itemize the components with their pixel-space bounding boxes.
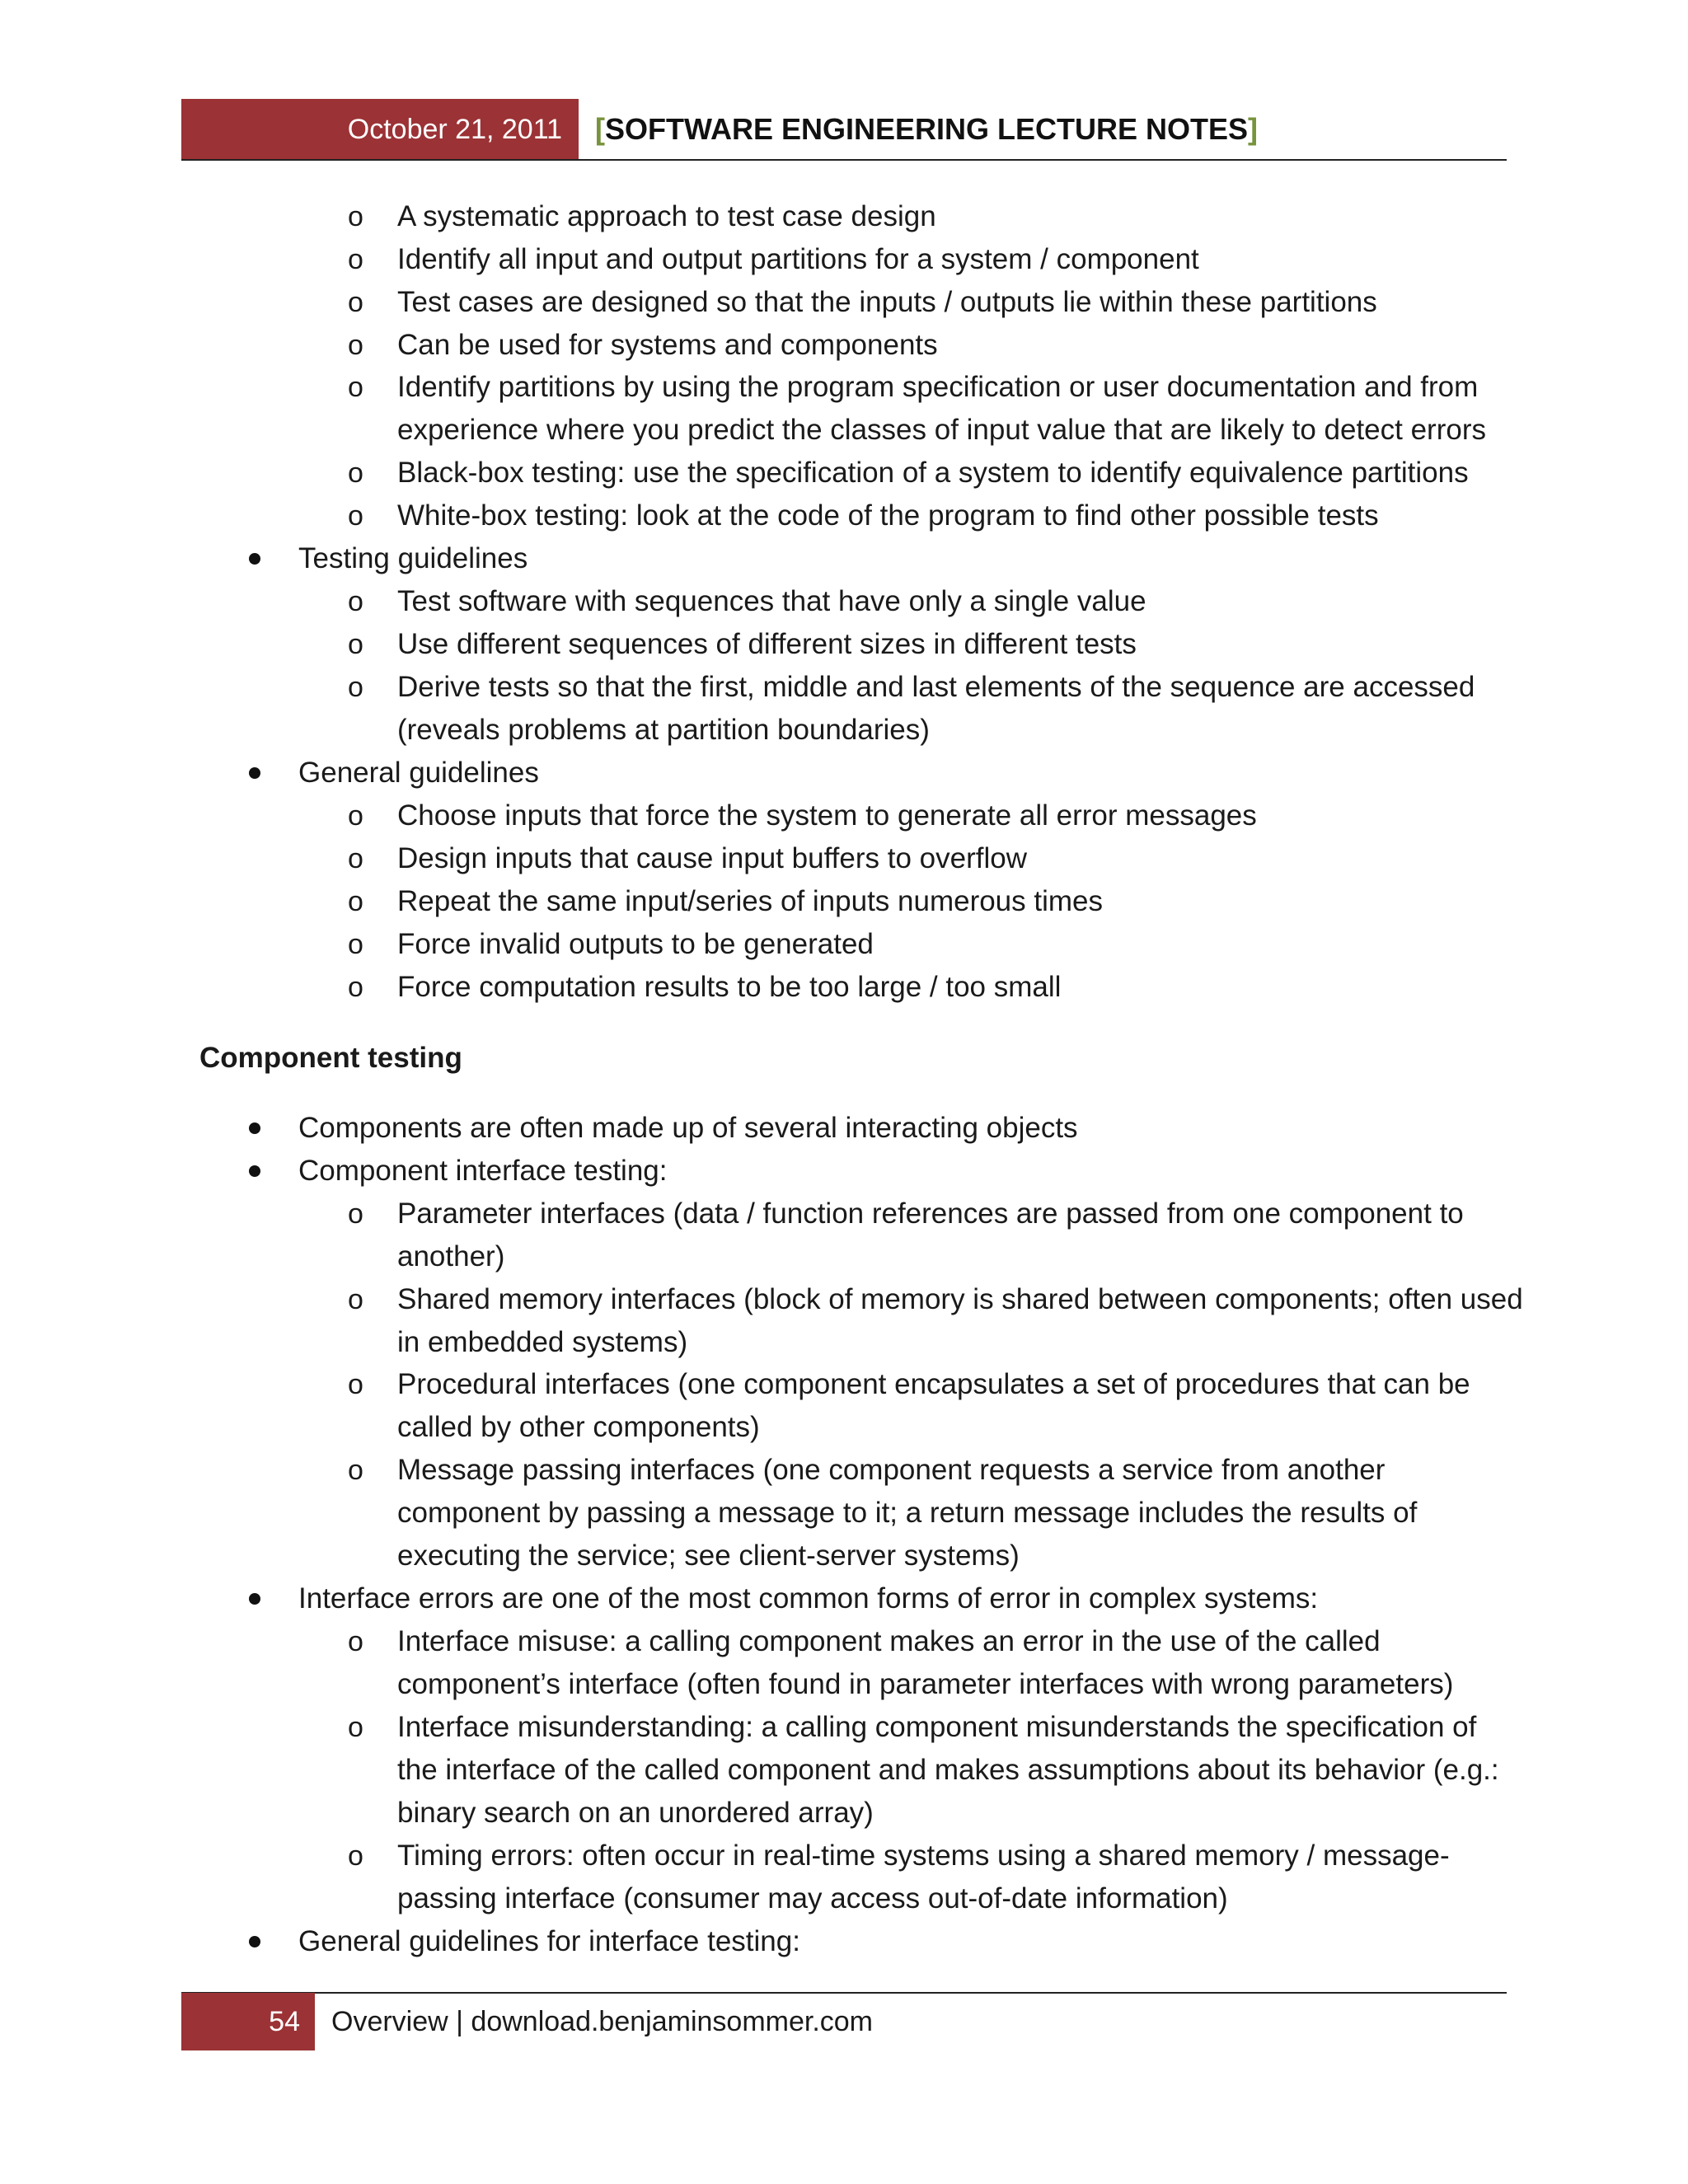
bullet-dot-icon	[249, 1593, 260, 1605]
sub-bullet-item: the interface of the called component and makes assumptions about its behavior (e.g.:	[397, 1754, 1499, 1786]
sub-bullet-item: Timing errors: often occur in real-time systems using a shared memory / message-	[397, 1840, 1450, 1872]
footer-page-number: 54	[181, 1993, 315, 2050]
sub-bullet-marker: o	[348, 244, 363, 275]
sub-bullet-marker: o	[348, 500, 363, 532]
bullet-dot-icon	[249, 767, 260, 779]
sub-bullet-item: Force invalid outputs to be generated	[397, 928, 874, 960]
sub-bullet-item: A systematic approach to test case design	[397, 200, 936, 232]
header-title-text: SOFTWARE ENGINEERING LECTURE NOTES	[605, 112, 1249, 146]
sub-bullet-item: Test software with sequences that have only a single value	[397, 585, 1146, 617]
sub-bullet-item: Use different sequences of different sizes in different tests	[397, 628, 1137, 660]
sub-bullet-item: Message passing interfaces (one component requests a service from another	[397, 1454, 1386, 1486]
footer-text: Overview | download.benjaminsommer.com	[331, 2006, 873, 2037]
sub-bullet-item: Test cases are designed so that the inputs / outputs lie within these partitions	[397, 286, 1377, 318]
sub-bullet-marker: o	[348, 330, 363, 361]
bullet-item: Testing guidelines	[298, 542, 528, 574]
sub-bullet-item: another)	[397, 1240, 505, 1272]
sub-bullet-marker: o	[348, 972, 363, 1003]
sub-bullet-item: Parameter interfaces (data / function references are passed from one component to	[397, 1197, 1464, 1230]
sub-bullet-item: binary search on an unordered array)	[397, 1797, 874, 1829]
sub-bullet-item: executing the service; see client-server systems)	[397, 1540, 1020, 1572]
bullet-item: General guidelines	[298, 757, 539, 789]
sub-bullet-marker: o	[348, 1712, 363, 1743]
sub-bullet-marker: o	[348, 1455, 363, 1486]
sub-bullet-marker: o	[348, 800, 363, 832]
sub-bullet-marker: o	[348, 201, 363, 232]
sub-bullet-item: component’s interface (often found in parameter interfaces with wrong parameters)	[397, 1668, 1454, 1700]
sub-bullet-item: Force computation results to be too large / too small	[397, 971, 1062, 1003]
sub-bullet-marker: o	[348, 672, 363, 703]
bullet-dot-icon	[249, 1165, 260, 1177]
sub-bullet-item: Derive tests so that the first, middle and last elements of the sequence are accessed	[397, 671, 1475, 703]
sub-bullet-marker: o	[348, 843, 363, 874]
sub-bullet-marker: o	[348, 1840, 363, 1872]
sub-bullet-marker: o	[348, 1198, 363, 1230]
sub-bullet-item: Choose inputs that force the system to generate all error messages	[397, 799, 1257, 832]
section-heading: Component testing	[199, 1042, 462, 1074]
sub-bullet-marker: o	[348, 586, 363, 617]
header-date: October 21, 2011	[181, 99, 579, 160]
sub-bullet-marker: o	[348, 1626, 363, 1657]
sub-bullet-item: Identify partitions by using the program specification or user documentation and from	[397, 371, 1479, 403]
sub-bullet-marker: o	[348, 287, 363, 318]
sub-bullet-item: Interface misuse: a calling component makes an error in the use of the called	[397, 1625, 1381, 1657]
sub-bullet-item: Shared memory interfaces (block of memory is shared between components; often used	[397, 1283, 1523, 1315]
sub-bullet-item: Can be used for systems and components	[397, 329, 938, 361]
bullet-dot-icon	[249, 1936, 260, 1947]
header-bracket-close: ]	[1248, 112, 1259, 146]
sub-bullet-marker: o	[348, 929, 363, 960]
header-rule	[181, 159, 1507, 161]
sub-bullet-item: Identify all input and output partitions for a system / component	[397, 243, 1199, 275]
sub-bullet-item: Procedural interfaces (one component encapsulates a set of procedures that can be	[397, 1368, 1470, 1400]
sub-bullet-marker: o	[348, 1369, 363, 1400]
bullet-item: Interface errors are one of the most common forms of error in complex systems:	[298, 1582, 1319, 1615]
header-title	[595, 99, 1258, 160]
sub-bullet-item: passing interface (consumer may access out-of-date information)	[397, 1882, 1228, 1915]
sub-bullet-item: Black-box testing: use the specification of a system to identify equivalence partitions	[397, 457, 1469, 489]
bullet-item: General guidelines for interface testing:	[298, 1925, 800, 1957]
sub-bullet-marker: o	[348, 1284, 363, 1315]
bullet-item: Components are often made up of several interacting objects	[298, 1112, 1078, 1144]
sub-bullet-item: component by passing a message to it; a return message includes the results of	[397, 1497, 1418, 1529]
sub-bullet-marker: o	[348, 457, 363, 489]
sub-bullet-item: called by other components)	[397, 1411, 760, 1443]
sub-bullet-item: White-box testing: look at the code of the program to find other possible tests	[397, 499, 1379, 532]
bullet-dot-icon	[249, 553, 260, 565]
sub-bullet-item: (reveals problems at partition boundaries)	[397, 714, 930, 746]
sub-bullet-marker: o	[348, 372, 363, 403]
sub-bullet-item: in embedded systems)	[397, 1326, 688, 1358]
sub-bullet-item: Interface misunderstanding: a calling component misunderstands the specification of	[397, 1711, 1477, 1743]
sub-bullet-item: experience where you predict the classes of input value that are likely to detect errors	[397, 414, 1486, 446]
bullet-item: Component interface testing:	[298, 1155, 668, 1187]
sub-bullet-marker: o	[348, 629, 363, 660]
sub-bullet-item: Repeat the same input/series of inputs numerous times	[397, 885, 1103, 917]
sub-bullet-item: Design inputs that cause input buffers to overflow	[397, 842, 1027, 874]
bullet-dot-icon	[249, 1122, 260, 1134]
header-bracket-open: [	[595, 112, 605, 146]
sub-bullet-marker: o	[348, 886, 363, 917]
